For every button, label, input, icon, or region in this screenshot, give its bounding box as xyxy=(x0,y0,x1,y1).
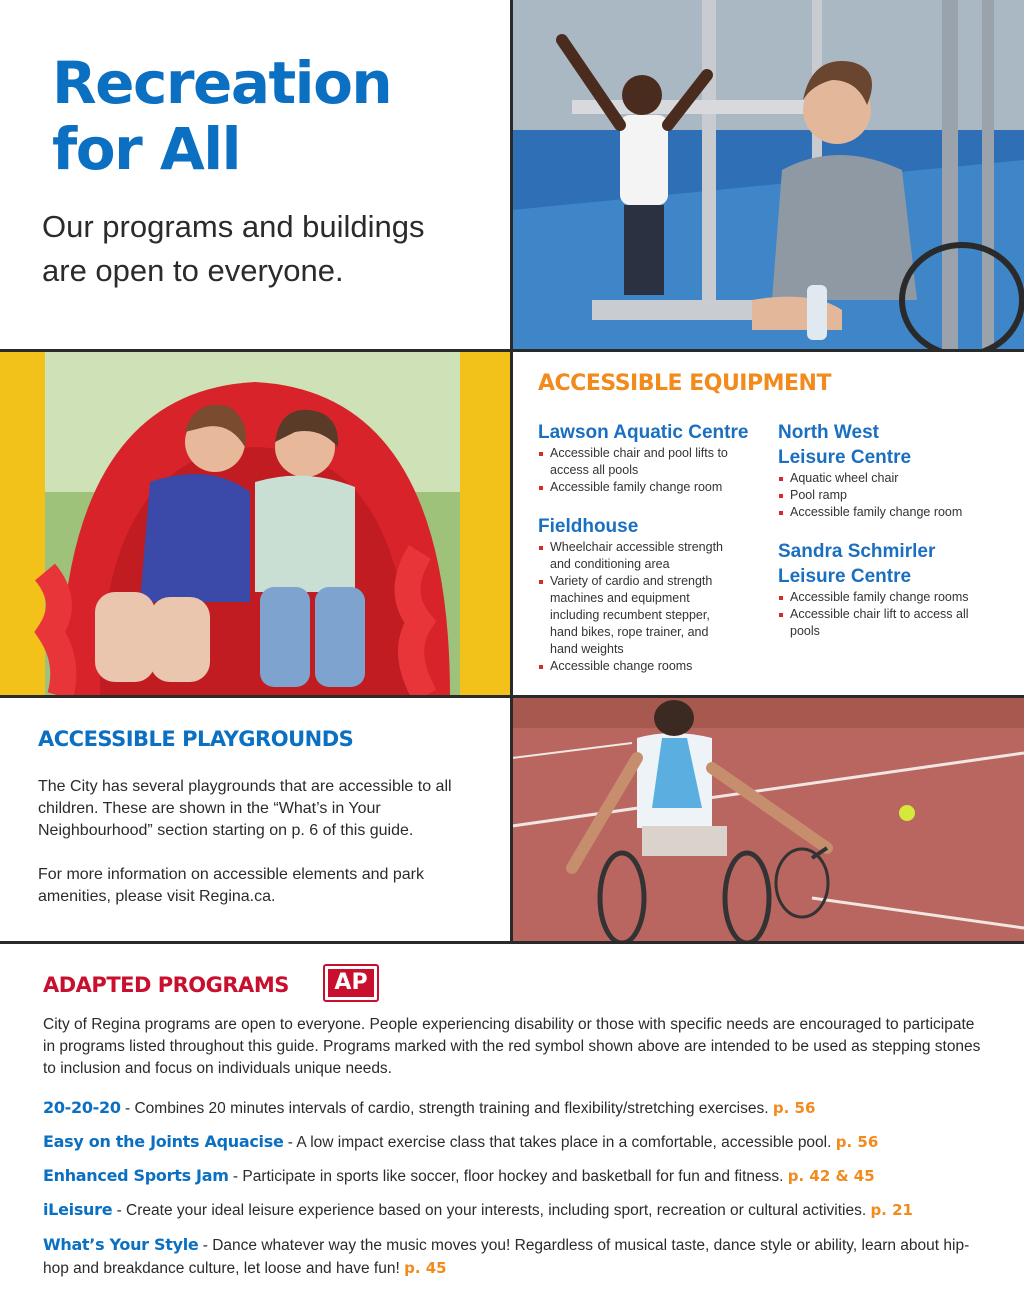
subtitle-line-1: Our programs and buildings xyxy=(42,209,425,244)
program-description: - Combines 20 minutes intervals of cardio, strength training and flexibility/stretching exercises. xyxy=(120,1100,773,1117)
divider xyxy=(0,941,1024,944)
program-item xyxy=(43,1097,993,1120)
venue-name: Lawson Aquatic Centre xyxy=(538,422,749,443)
ap-badge-icon xyxy=(323,964,379,1002)
list-item: Accessible family change room xyxy=(778,504,993,521)
venue-items xyxy=(778,589,993,640)
playgrounds-text xyxy=(38,776,478,930)
title-line-2: for All xyxy=(52,115,241,183)
program-page-ref: p. 56 xyxy=(772,1099,816,1117)
adapted-programs-intro: City of Regina programs are open to everyone. People experiencing disability or those with specific needs are encouraged to participate in programs listed throughout this guide. Programs marked with the red symbol shown above are intended to be used as stepping stones to inclusion and focus on individuals unique needs. xyxy=(43,1016,981,1077)
list-item: Aquatic wheel chair xyxy=(778,470,993,487)
list-item: Accessible family change room xyxy=(538,479,768,496)
playgrounds-paragraph-1: The City has several playgrounds that are accessible to all children. These are shown in the “What’s in Your Neighbourhood” section starting on p. 6 of this guide. xyxy=(38,778,452,839)
program-name: Easy on the Joints Aquacise xyxy=(43,1132,284,1151)
playground-slide-photo xyxy=(0,352,510,696)
venue-lawson xyxy=(538,420,768,496)
page-subtitle xyxy=(42,205,492,293)
accessible-equipment-heading: ACCESSIBLE EQUIPMENT xyxy=(538,371,831,396)
program-name: iLeisure xyxy=(43,1200,113,1219)
venue-name xyxy=(778,539,993,589)
venue-items xyxy=(778,470,993,521)
subtitle-line-2: are open to everyone. xyxy=(42,253,344,288)
program-page-ref: p. 21 xyxy=(870,1201,913,1219)
program-item xyxy=(43,1131,993,1154)
program-name: Enhanced Sports Jam xyxy=(43,1166,229,1185)
accessible-playgrounds-heading: ACCESSIBLE PLAYGROUNDS xyxy=(38,727,354,751)
program-description: - Create your ideal leisure experience based on your interests, including sport, recreation or cultural activities. xyxy=(112,1202,871,1219)
list-item: Pool ramp xyxy=(778,487,993,504)
list-item: Wheelchair accessible strength and conditioning area xyxy=(538,539,738,573)
program-description: - Dance whatever way the music moves you! Regardless of musical taste, dance style or ability, learn about hip-hop and breakdance culture, let loose and have fun! xyxy=(43,1237,970,1277)
venue-name-line-2: Leisure Centre xyxy=(778,566,912,587)
venue-north-west xyxy=(778,420,993,521)
divider xyxy=(510,698,513,942)
venue-fieldhouse xyxy=(538,514,738,675)
venue-items xyxy=(538,445,768,496)
wheelchair-tennis-photo xyxy=(512,698,1024,942)
program-name: What’s Your Style xyxy=(43,1235,199,1254)
venue-name: Fieldhouse xyxy=(538,516,639,537)
playgrounds-paragraph-2: For more information on accessible elements and park amenities, please visit Regina.ca. xyxy=(38,866,424,905)
list-item: Variety of cardio and strength machines and equipment including recumbent stepper, hand bikes, rope trainer, and hand weights xyxy=(538,573,738,658)
ap-badge-label: AP xyxy=(328,969,374,997)
adapted-programs-heading: ADAPTED PROGRAMS xyxy=(43,973,289,997)
program-item xyxy=(43,1234,993,1280)
list-item: Accessible change rooms xyxy=(538,658,738,675)
program-description: - A low impact exercise class that takes place in a comfortable, accessible pool. xyxy=(283,1134,836,1151)
venue-sandra-schmirler xyxy=(778,539,993,640)
venue-name-line-1: North West xyxy=(778,422,879,443)
title-line-1: Recreation xyxy=(52,49,392,117)
divider xyxy=(510,352,513,696)
venue-name-line-2: Leisure Centre xyxy=(778,447,912,468)
venue-name-line-1: Sandra Schmirler xyxy=(778,541,936,562)
list-item: Accessible family change rooms xyxy=(778,589,993,606)
program-page-ref: p. 42 & 45 xyxy=(787,1167,875,1185)
venue-name xyxy=(778,420,993,470)
program-page-ref: p. 56 xyxy=(835,1133,879,1151)
gym-photo xyxy=(512,0,1024,350)
program-item xyxy=(43,1165,993,1188)
program-description: - Participate in sports like soccer, floor hockey and basketball for fun and fitness. xyxy=(228,1168,788,1185)
list-item: Accessible chair and pool lifts to access all pools xyxy=(538,445,768,479)
program-page-ref: p. 45 xyxy=(404,1259,447,1277)
list-item: Accessible chair lift to access all pools xyxy=(778,606,993,640)
program-name: 20-20-20 xyxy=(43,1098,121,1117)
program-item xyxy=(43,1199,993,1222)
venue-items xyxy=(538,539,738,675)
page-title xyxy=(52,50,492,182)
divider xyxy=(510,0,513,350)
